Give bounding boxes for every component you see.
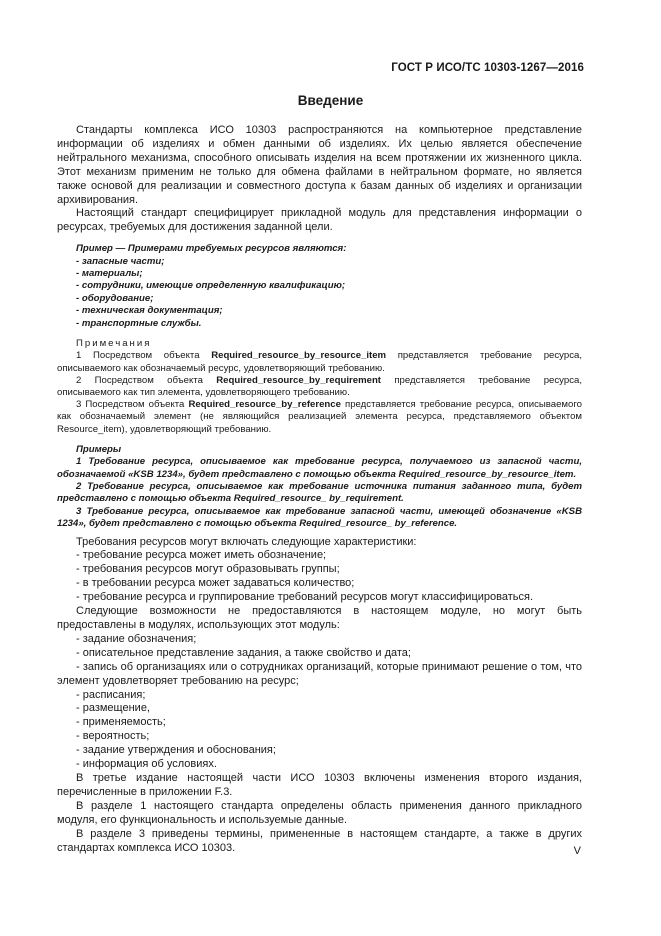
notes-heading: Примечания	[76, 338, 152, 350]
intro-paragraph-1: Стандарты комплекса ИСО 10303 распространяются на компьютерное представление информации об изделиях и обмен данными об изделиях. Их целью является обеспечение нейтрального механизма, способного описывать изделия на всем протяжении их жизненного цикла. Этот механизм применим не только для обмена файлами в нейтральном формате, но является также основой для реализации и совместного доступа к базам данных об изделиях и организации архивирования.	[57, 124, 582, 206]
capabilities-item: - информация об условиях.	[76, 758, 217, 771]
characteristics-item: - требование ресурса и группирование требований ресурсов могут классифицироваться.	[76, 591, 534, 604]
closing-paragraph-1: В третье издание настоящей части ИСО 10303 включены изменения второго издания, перечисленные в приложении F.3.	[57, 771, 582, 798]
example-item: - техническая документация;	[76, 305, 223, 317]
capabilities-lead: Следующие возможности не предоставляются в настоящем модуле, но могут быть предоставлены в модулях, использующих этот модуль:	[57, 605, 582, 631]
section-title: Введение	[297, 93, 364, 108]
example-item: - материалы;	[76, 268, 143, 280]
notes-block	[57, 338, 582, 436]
characteristics-item: - требования ресурсов могут образовывать группы;	[76, 563, 340, 576]
characteristics-item: - требование ресурса может иметь обозначение;	[76, 549, 327, 562]
example-item: - запасные части;	[76, 255, 165, 267]
note-item	[57, 375, 582, 399]
document-header: ГОСТ Р ИСО/ТС 10303-1267—2016	[391, 62, 584, 74]
capabilities-item: - задание обозначения;	[76, 632, 197, 645]
closing-paragraph-3: В разделе 3 приведены термины, примененные в настоящем стандарте, а также в других стандартах комплекса ИСО 10303.	[57, 827, 582, 854]
note-text: представляется требование ресурса, описываемого как обозначаемый ресурс, удовлетворяющий требованию.	[57, 350, 582, 374]
example-item: - сотрудники, имеющие определенную квалификацию;	[76, 280, 346, 292]
example-block	[57, 243, 582, 330]
characteristics-item: - в требовании ресурса может задаваться количество;	[76, 577, 355, 590]
entity-name: Required_resource_by_reference	[188, 399, 341, 411]
characteristics-lead: Требования ресурсов могут включать следующие характеристики:	[76, 535, 417, 548]
note-text: 1 Посредством объекта	[76, 350, 212, 362]
intro-paragraph-2: Настоящий стандарт специфицирует прикладной модуль для представления информации о ресурсах, требуемых для достижения заданной цели.	[57, 207, 582, 234]
examples-item: 1 Требование ресурса, описываемое как требование ресурса, получаемого из запасной части, обозначаемой «KSB 1234», будет представлено с помощью объекта Required_resource_by_resource_item.	[57, 456, 582, 480]
example-item: - транспортные службы.	[76, 317, 202, 329]
capabilities-item: - запись об организациях или о сотрудниках организаций, которые принимают решение о том, что элемент удовлетворяет требованию на ресурс;	[57, 660, 582, 687]
capabilities-item: - расписания;	[76, 688, 146, 701]
note-text: представляется требование ресурса, описываемого как тип элемента, удовлетворяющего требованию.	[57, 374, 582, 398]
closing-paragraph-2: В разделе 1 настоящего стандарта определены область применения данного прикладного модуля, его функциональность и используемые данные.	[57, 799, 582, 826]
examples-item: 2 Требование ресурса, описываемое как требование источника питания заданного типа, будет представлено с помощью объекта Required_resource_ by_requirement.	[57, 480, 582, 505]
entity-name: Required_resource_by_resource_item	[211, 350, 387, 362]
examples-item: 3 Требование ресурса, описываемое как требование запасной части, имеющей обозначение «KSB 1234», будет представлено с помощью объекта Required_resource_ by_reference.	[57, 505, 582, 530]
note-item	[57, 350, 582, 374]
capabilities-item: - применяемость;	[76, 716, 166, 729]
note-item	[57, 399, 582, 436]
example-heading: Пример — Примерами требуемых ресурсов являются:	[76, 243, 347, 255]
examples-block	[57, 444, 582, 531]
document-body	[57, 124, 582, 855]
examples-heading: Примеры	[76, 443, 122, 455]
page-number: V	[573, 845, 581, 857]
capabilities-item: - задание утверждения и обоснования;	[76, 744, 276, 757]
capabilities-item: - описательное представление задания, а также свойство и дата;	[76, 646, 411, 659]
note-text: 2 Посредством объекта	[76, 374, 217, 386]
capabilities-item: - размещение,	[76, 702, 150, 715]
note-text: представляется требование ресурса, описываемого как обозначаемый элемент (не являющийся реализацией элемента ресурса, представляемого объектом Resource_item), удовлетворяющий требованию.	[57, 399, 582, 435]
note-text: 3 Посредством объекта	[76, 399, 189, 411]
capabilities-item: - вероятность;	[76, 730, 150, 743]
entity-name: Required_resource_by_requirement	[216, 374, 382, 386]
example-item: - оборудование;	[76, 292, 154, 304]
